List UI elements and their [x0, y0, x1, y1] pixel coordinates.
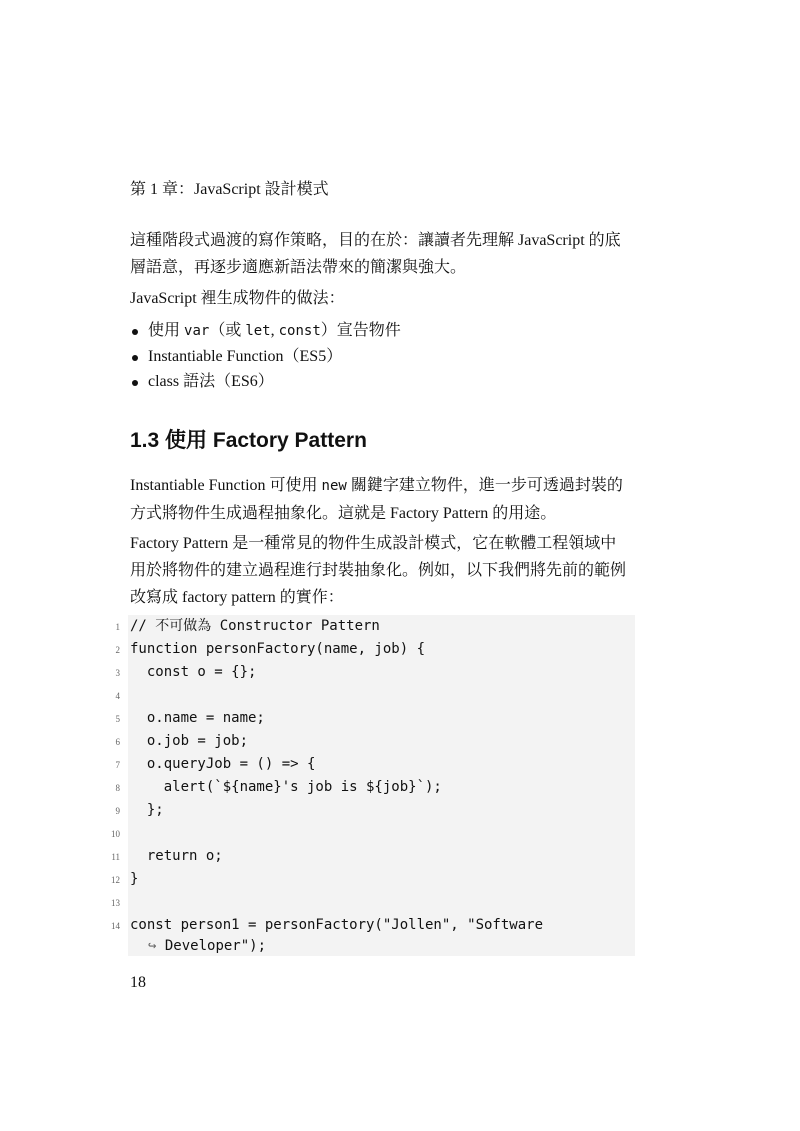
code-text: } — [130, 871, 139, 887]
line-number: 6 — [115, 737, 120, 747]
code-line — [115, 638, 800, 661]
lead-in-text: JavaScript 裡生成物件的做法： — [130, 290, 345, 307]
code-line — [115, 707, 800, 730]
code-text: o.job = job; — [130, 733, 249, 749]
paragraph-text: 關鍵字建立物件，進一步可透過封裝的 — [346, 477, 623, 494]
code-line — [111, 868, 800, 891]
line-number: 4 — [115, 691, 120, 701]
line-number: 13 — [111, 898, 120, 908]
list-item-text: Instantiable Function（ES5） — [148, 348, 343, 365]
code-text: alert(`${name}'s job is ${job}`); — [130, 779, 442, 795]
page-number: 18 — [130, 974, 146, 991]
line-number: 5 — [115, 714, 120, 724]
section-heading: 1.3 使用 Factory Pattern — [130, 429, 367, 452]
inline-code: const — [278, 323, 321, 339]
code-continuation-text: Developer"); — [156, 938, 267, 954]
code-text: o.name = name; — [130, 710, 265, 726]
inline-code: var — [184, 323, 210, 339]
paragraph-text: 方式將物件生成過程抽象化。這就是 Factory Pattern 的用途。 — [130, 505, 557, 522]
code-text: const person1 = personFactory("Jollen", "Software — [130, 917, 544, 933]
inline-code: let — [245, 323, 271, 339]
code-line — [115, 753, 800, 776]
inline-code: new — [321, 478, 347, 494]
list-item-text: 使用 — [148, 322, 185, 339]
section-paragraph-2 — [130, 530, 635, 611]
code-line — [115, 661, 800, 684]
code-line — [111, 822, 800, 845]
line-number: 7 — [115, 760, 120, 770]
line-number: 2 — [115, 645, 120, 655]
code-text — [148, 935, 266, 958]
line-number: 14 — [111, 921, 120, 931]
code-text: // 不可做為 Constructor Pattern — [130, 618, 380, 634]
code-line — [111, 914, 800, 937]
code-text: function personFactory(name, job) { — [130, 641, 426, 657]
list-item — [130, 318, 401, 344]
code-text: return o; — [130, 848, 223, 864]
list-item — [130, 344, 401, 369]
line-number: 3 — [115, 668, 120, 678]
line-number: 8 — [115, 783, 120, 793]
code-text: }; — [130, 802, 164, 818]
paragraph-text: Instantiable Function 可使用 — [130, 477, 322, 494]
code-line — [115, 615, 800, 638]
intro-line-1: 這種階段式過渡的寫作策略，目的在於：讓讀者先理解 JavaScript 的底 — [130, 232, 621, 249]
code-listing — [111, 615, 635, 956]
code-text: const o = {}; — [130, 664, 257, 680]
list-item — [130, 369, 401, 394]
list-item-text: （或 — [209, 322, 246, 339]
line-number: 12 — [111, 875, 120, 885]
intro-paragraph — [130, 227, 635, 281]
section-paragraph-1 — [130, 472, 635, 527]
code-line — [111, 891, 800, 914]
list-item-text: class 語法（ES6） — [148, 373, 274, 390]
code-line — [115, 799, 800, 822]
code-line — [115, 730, 800, 753]
list-item-text: ）宣告物件 — [320, 322, 401, 339]
creation-methods-list — [130, 318, 401, 394]
line-number: 9 — [115, 806, 120, 816]
line-number: 11 — [111, 852, 120, 862]
paragraph-text: 改寫成 factory pattern 的實作： — [130, 589, 344, 606]
intro-line-2: 層語意，再逐步適應新語法帶來的簡潔與強大。 — [130, 259, 467, 276]
code-line — [115, 684, 800, 707]
code-line-continuation — [128, 935, 800, 958]
running-header: 第 1 章：JavaScript 設計模式 — [130, 181, 329, 198]
list-item-text: , — [270, 322, 279, 339]
paragraph-text: Factory Pattern 是一種常見的物件生成設計模式，它在軟體工程領域中 — [130, 535, 617, 552]
code-line — [111, 845, 800, 868]
line-number: 1 — [115, 622, 120, 632]
code-line — [115, 776, 800, 799]
code-text: o.queryJob = () => { — [130, 756, 316, 772]
line-wrap-arrow-icon: ↪ — [148, 938, 157, 954]
line-number: 10 — [111, 829, 120, 839]
paragraph-text: 用於將物件的建立過程進行封裝抽象化。例如，以下我們將先前的範例 — [130, 562, 627, 579]
